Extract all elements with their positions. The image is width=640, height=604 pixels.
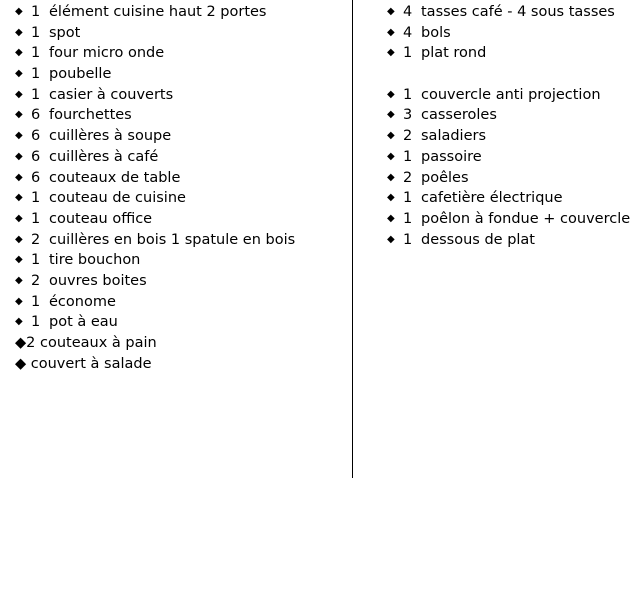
list-item: [387, 168, 637, 189]
item-quantity: 6: [31, 128, 41, 145]
item-label: cafetière électrique: [421, 190, 563, 207]
item-quantity: 1: [31, 45, 41, 62]
item-quantity: 1: [31, 252, 41, 269]
item-quantity: 1: [31, 4, 41, 20]
bullet-icon: ◆: [387, 233, 395, 245]
list-item: [15, 209, 345, 230]
list-item: [387, 230, 637, 251]
list-item: [15, 168, 345, 189]
item-quantity: 1: [31, 293, 41, 310]
bullet-icon: ◆: [15, 88, 23, 100]
list-item: [15, 126, 345, 147]
list-item: [387, 85, 637, 106]
bullet-icon: ◆: [15, 295, 23, 307]
item-quantity: 1: [31, 314, 41, 331]
bullet-icon: ◆: [15, 6, 23, 17]
item-label: ◆2 couteaux à pain: [15, 335, 157, 351]
bullet-icon: ◆: [15, 26, 23, 38]
item-label: économe: [49, 293, 116, 310]
list-item: [15, 147, 345, 168]
column-divider: [352, 0, 353, 478]
list-item: [15, 188, 345, 209]
list-item: [387, 43, 637, 64]
bullet-icon: ◆: [387, 88, 395, 100]
list-item: [387, 126, 637, 147]
item-quantity: 2: [403, 128, 413, 145]
item-quantity: 2: [403, 169, 413, 186]
item-label: passoire: [421, 148, 482, 165]
bullet-icon: ◆: [387, 171, 395, 183]
item-label: plat rond: [421, 45, 487, 62]
item-label: ouvres boites: [49, 272, 147, 289]
bullet-icon: ◆: [15, 233, 23, 245]
item-label: pot à eau: [49, 314, 118, 331]
list-item: [15, 292, 345, 313]
bullet-icon: ◆: [15, 316, 23, 328]
item-label: couvercle anti projection: [421, 86, 601, 103]
item-quantity: 1: [31, 86, 41, 103]
bullet-icon: ◆: [387, 109, 395, 121]
bullet-icon: ◆: [15, 68, 23, 80]
bullet-icon: ◆: [15, 274, 23, 286]
item-label: couteau office: [49, 210, 153, 227]
item-label: bols: [421, 24, 451, 41]
item-quantity: 4: [403, 24, 413, 41]
list-item: [15, 354, 345, 375]
item-quantity: 6: [31, 107, 41, 124]
item-quantity: 1: [31, 24, 41, 41]
item-quantity: 1: [403, 190, 413, 207]
item-label: couteau de cuisine: [49, 190, 186, 207]
item-quantity: 1: [403, 148, 413, 165]
item-quantity: 6: [31, 169, 41, 186]
item-label: ◆ couvert à salade: [15, 355, 152, 372]
item-label: cuillères à café: [49, 148, 159, 165]
list-item: [15, 271, 345, 292]
bullet-icon: ◆: [15, 212, 23, 224]
list-item: [15, 23, 345, 44]
right-inventory-list: [387, 2, 637, 250]
item-quantity: 2: [31, 272, 41, 289]
item-label: tasses café - 4 sous tasses: [421, 4, 615, 20]
item-quantity: 1: [403, 210, 413, 227]
bullet-icon: ◆: [387, 6, 395, 17]
item-label: four micro onde: [49, 45, 165, 62]
item-quantity: 1: [403, 45, 413, 62]
item-label: dessous de plat: [421, 231, 535, 248]
list-item: [387, 209, 637, 230]
bullet-icon: ◆: [387, 47, 395, 59]
bullet-icon: ◆: [15, 109, 23, 121]
list-item: [387, 105, 637, 126]
item-quantity: 1: [31, 66, 41, 83]
list-item: [15, 2, 345, 23]
bullet-icon: ◆: [387, 150, 395, 162]
list-item: [15, 43, 345, 64]
item-quantity: 6: [31, 148, 41, 165]
item-label: couteaux de table: [49, 169, 181, 186]
list-item: [387, 23, 637, 44]
item-quantity: 4: [403, 4, 413, 20]
list-item: [387, 147, 637, 168]
item-label: élément cuisine haut 2 portes: [49, 4, 267, 20]
item-label: cuillères à soupe: [49, 128, 172, 145]
item-quantity: 1: [31, 190, 41, 207]
bullet-icon: ◆: [15, 130, 23, 142]
list-item: [15, 230, 345, 251]
list-spacer: [387, 64, 637, 85]
list-item: [15, 333, 345, 354]
list-item: [15, 64, 345, 85]
list-item: [387, 2, 637, 23]
bullet-icon: ◆: [387, 212, 395, 224]
bullet-icon: ◆: [15, 47, 23, 59]
item-label: cuillères en bois 1 spatule en bois: [49, 231, 296, 248]
item-quantity: 1: [31, 210, 41, 227]
left-inventory-list: [15, 2, 345, 374]
bullet-icon: ◆: [387, 192, 395, 204]
bullet-icon: ◆: [387, 26, 395, 38]
bullet-icon: ◆: [15, 150, 23, 162]
list-item: [15, 85, 345, 106]
item-quantity: 2: [31, 231, 41, 248]
list-item: [387, 188, 637, 209]
item-label: tire bouchon: [49, 252, 141, 269]
item-label: spot: [49, 24, 81, 41]
bullet-icon: ◆: [15, 192, 23, 204]
item-label: casier à couverts: [49, 86, 174, 103]
bullet-icon: ◆: [15, 171, 23, 183]
item-label: fourchettes: [49, 107, 132, 124]
list-item: [15, 250, 345, 271]
bullet-icon: ◆: [15, 254, 23, 266]
list-item: [15, 312, 345, 333]
item-label: poubelle: [49, 66, 112, 83]
item-label: saladiers: [421, 128, 487, 145]
item-label: poêlon à fondue + couvercle: [421, 210, 631, 227]
item-label: poêles: [421, 169, 469, 186]
item-quantity: 1: [403, 86, 413, 103]
item-label: casseroles: [421, 107, 497, 124]
bullet-icon: ◆: [387, 130, 395, 142]
item-quantity: 3: [403, 107, 413, 124]
item-quantity: 1: [403, 231, 413, 248]
list-item: [15, 105, 345, 126]
